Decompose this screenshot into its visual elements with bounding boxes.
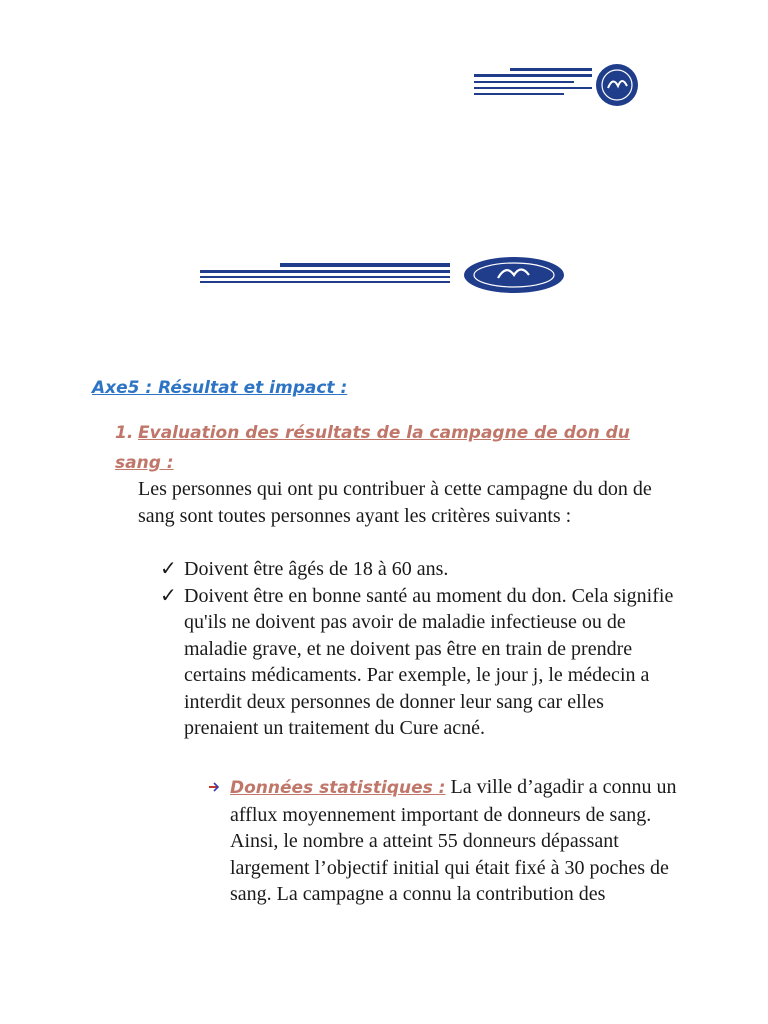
stats-paragraph <box>208 774 678 908</box>
criteria-item <box>160 556 680 583</box>
section-heading <box>115 418 675 478</box>
stats-block <box>208 774 678 908</box>
stats-label: Données statistiques : <box>230 778 446 798</box>
stats-text: La ville d’agadir a connu un afflux moyennement important de donneurs de sang. Ainsi, le nombre a atteint 55 donneurs dépassant largement l’objectif initial qui était fixé à 30 poches de sang. La campagne a connu la contribution des <box>230 776 677 905</box>
school-logo-large <box>200 255 566 295</box>
emblem-seal-icon <box>464 257 564 293</box>
intro-paragraph: Les personnes qui ont pu contribuer à cette campagne du don de sang sont toutes personnes ayant les critères suivants : <box>138 478 652 527</box>
criteria-text: Doivent être en bonne santé au moment du don. Cela signifie qu'ils ne doivent pas avoir de maladie infectieuse ou de maladie grave, et ne doivent pas être en train de prendre certains médicaments. Par exemple, le jour j, le médecin a interdit deux personnes de donner leur sang car elles prenaient un traitement du Cure acné. <box>184 584 674 739</box>
criteria-list <box>160 556 680 742</box>
school-logo-small <box>472 62 642 108</box>
axe-heading: Axe5 : Résultat et impact : <box>92 378 348 398</box>
criteria-text: Doivent être âgés de 18 à 60 ans. <box>184 558 449 580</box>
criteria-item <box>160 583 680 742</box>
section-title: Evaluation des résultats de la campagne de don du sang : <box>115 423 630 473</box>
emblem-seal-icon <box>596 64 638 106</box>
logo-text-lines-icon <box>474 68 592 95</box>
arrow-bullet-icon <box>208 781 220 793</box>
section-number: 1. <box>115 423 134 443</box>
checkmark-icon: ✓ <box>160 584 177 607</box>
checkmark-icon: ✓ <box>160 558 177 580</box>
logo-text-lines-icon <box>200 263 450 283</box>
